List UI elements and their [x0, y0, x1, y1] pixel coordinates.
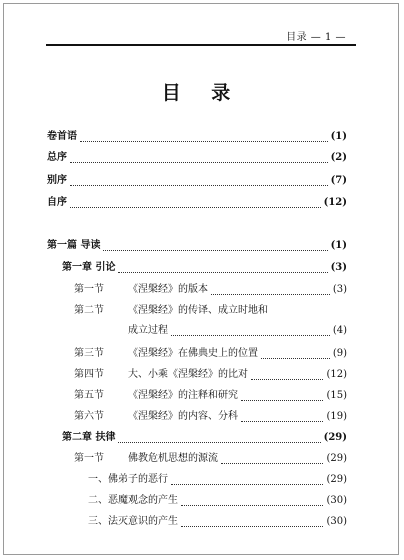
page-title: 目 录 [161, 82, 243, 104]
toc-subsection[interactable] [88, 494, 347, 508]
leader-dots [181, 517, 323, 527]
leader-dots [103, 241, 327, 251]
toc-entry-page: (4) [332, 325, 347, 336]
toc-entry-page: (29) [323, 432, 347, 443]
leader-dots [261, 349, 330, 359]
toc-entry-page: (12) [323, 197, 347, 208]
section-title: 成立过程 [128, 325, 168, 336]
leader-dots [70, 198, 321, 208]
leader-dots [251, 370, 323, 380]
toc-entry-page: (29) [326, 474, 347, 485]
leader-dots [181, 496, 323, 506]
header-rule [46, 44, 356, 46]
toc-entry-page: (2) [330, 152, 347, 163]
toc-entry-page: (30) [326, 495, 347, 506]
toc-entry-page: (1) [330, 131, 347, 142]
toc-section[interactable] [74, 283, 347, 297]
section-title: 《涅槃经》在佛典史上的位置 [128, 348, 258, 359]
toc-entry-label: 一、佛弟子的恶行 [88, 474, 168, 485]
toc-entry-page: (3) [330, 262, 347, 273]
section-title: 《涅槃经》的注释和研究 [128, 390, 238, 401]
toc-subsection[interactable] [88, 473, 347, 487]
toc-entry-page: (9) [332, 348, 347, 359]
toc-entry-label: 总序 [47, 152, 67, 163]
toc-entry-label: 自序 [47, 197, 67, 208]
section-number: 第三节 [74, 348, 104, 359]
toc-entry-page: (1) [330, 240, 347, 251]
leader-dots [171, 326, 330, 336]
running-header: 目录 — 1 — [286, 32, 346, 43]
toc-entry-label: 三、法灭意识的产生 [88, 516, 178, 527]
section-number: 第四节 [74, 369, 104, 380]
toc-entry-label: 第二章 扶律 [62, 432, 116, 443]
toc-section[interactable] [74, 389, 347, 403]
toc-entry-label: 第一篇 导读 [47, 240, 101, 251]
section-number: 第一节 [74, 284, 104, 295]
leader-dots [80, 132, 328, 142]
toc-subsection[interactable] [88, 515, 347, 529]
toc-entry-page: (12) [326, 369, 347, 380]
toc-entry-page: (7) [330, 175, 347, 186]
toc-entry-page: (15) [326, 390, 347, 401]
toc-section[interactable] [74, 368, 347, 382]
section-title: 《涅槃经》的内容、分科 [128, 411, 238, 422]
toc-entry-page: (30) [326, 516, 347, 527]
leader-dots [70, 176, 328, 186]
leader-dots [70, 153, 328, 163]
toc-entry[interactable] [47, 174, 347, 188]
leader-dots [211, 285, 330, 295]
section-title: 《涅槃经》的传译、成立时地和 [128, 305, 268, 316]
toc-entry-page: (19) [326, 411, 347, 422]
toc-section-continuation[interactable] [128, 324, 347, 338]
toc-entry-label: 卷首语 [47, 131, 77, 142]
toc-entry-label: 第一章 引论 [62, 262, 116, 273]
leader-dots [221, 454, 323, 464]
section-title: 大、小乘《涅槃经》的比对 [128, 369, 248, 380]
leader-dots [118, 433, 320, 443]
toc-entry-page: (3) [332, 284, 347, 295]
section-title: 《涅槃经》的版本 [128, 284, 208, 295]
section-title: 佛教危机思想的源流 [128, 453, 218, 464]
section-number: 第六节 [74, 411, 104, 422]
section-number: 第五节 [74, 390, 104, 401]
toc-entry[interactable] [47, 151, 347, 165]
leader-dots [241, 391, 323, 401]
toc-chapter[interactable] [62, 431, 347, 445]
leader-dots [118, 263, 327, 273]
toc-section[interactable] [74, 410, 347, 424]
toc-section[interactable] [74, 452, 347, 466]
leader-dots [171, 475, 323, 485]
toc-part[interactable] [47, 239, 347, 253]
toc-chapter[interactable] [62, 261, 347, 275]
toc-section[interactable] [74, 347, 347, 361]
toc-entry[interactable] [47, 196, 347, 210]
toc-entry-label: 二、恶魔观念的产生 [88, 495, 178, 506]
toc-entry-page: (29) [326, 453, 347, 464]
toc-entry-label: 别序 [47, 175, 67, 186]
leader-dots [241, 412, 323, 422]
toc-section[interactable] [74, 304, 347, 318]
section-number: 第一节 [74, 453, 104, 464]
section-number: 第二节 [74, 305, 104, 316]
toc-entry[interactable] [47, 130, 347, 144]
